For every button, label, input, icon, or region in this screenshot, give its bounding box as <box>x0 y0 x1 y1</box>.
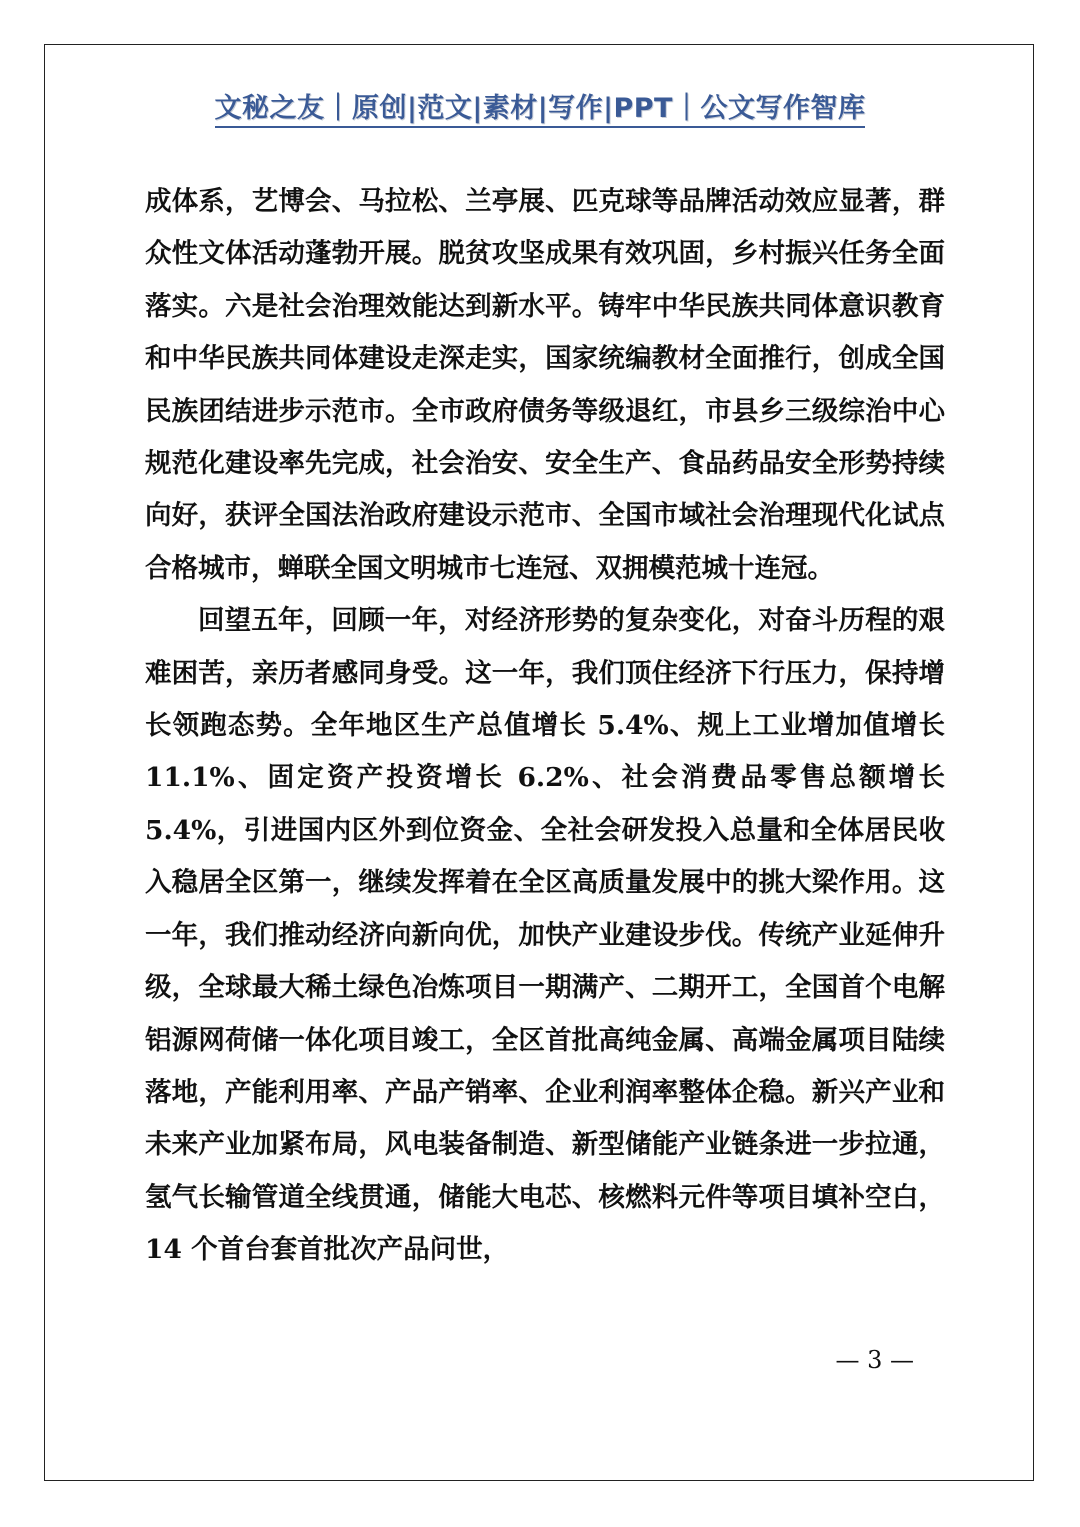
header-banner-text: 文秘之友｜原创|范文|素材|写作|PPT｜公文写作智库 <box>215 93 866 128</box>
paragraph-continued: 成体系，艺博会、马拉松、兰亭展、匹克球等品牌活动效应显著，群众性文体活动蓬勃开展。脱贫攻坚成果有效巩固，乡村振兴任务全面落实。六是社会治理效能达到新水平。铸牢中华民族共同体意识教育和中华民族共同体建设走深走实，国家统编教材全面推行，创成全国民族团结进步示范市。全市政府债务等级退红，市县乡三级综治中心规范化建设率先完成，社会治安、安全生产、食品药品安全形势持续向好，获评全国法治政府建设示范市、全国市域社会治理现代化试点合格城市，蝉联全国文明城市七连冠、双拥模范城十连冠。 <box>145 186 945 584</box>
document-body <box>145 176 945 1277</box>
page-number: — 3 — <box>835 1346 914 1374</box>
header-banner <box>0 86 1080 125</box>
paragraph: 回望五年，回顾一年，对经济形势的复杂变化，对奋斗历程的艰难困苦，亲历者感同身受。这一年，我们顶住经济下行压力，保持增长领跑态势。全年地区生产总值增长 5.4%、规上工业增加值增长 11.1%、固定资产投资增长 6.2%、社会消费品零售总额增长 5.4%，引进国内区外到位资金、全社会研发投入总量和全体居民收入稳居全区第一，继续发挥着在全区高质量发展中的挑大梁作用。这一年，我们推动经济向新向优，加快产业建设步伐。传统产业延伸升级，全球最大稀土绿色冶炼项目一期满产、二期开工，全国首个电解铝源网荷储一体化项目竣工，全区首批高纯金属、高端金属项目陆续落地，产能利用率、产品产销率、企业利润率整体企稳。新兴产业和未来产业加紧布局，风电装备制造、新型储能产业链条进一步拉通，氢气长输管道全线贯通，储能大电芯、核燃料元件等项目填补空白，14 个首台套首批次产品问世， <box>145 605 945 1266</box>
